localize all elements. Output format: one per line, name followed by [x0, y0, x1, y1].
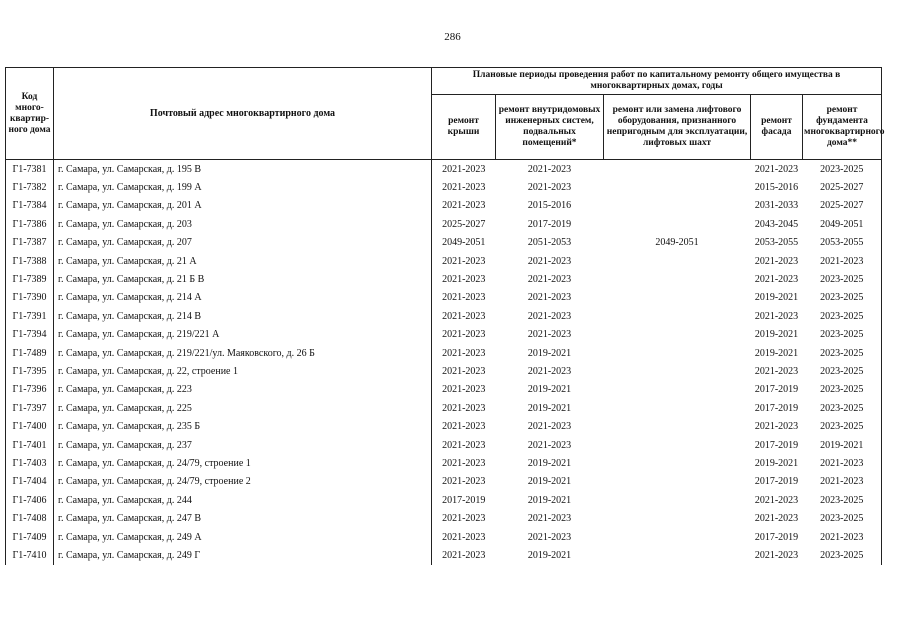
cell-foundation: 2023-2025 — [803, 326, 882, 344]
cell-roof: 2021-2023 — [442, 329, 486, 341]
cell-elevator — [604, 178, 751, 196]
cell-systems: 2021-2023 — [527, 329, 572, 341]
header-address: Почтовый адрес многоквартирного дома — [54, 68, 432, 160]
header-roof: ремонт крыши — [432, 95, 496, 160]
cell-roof: 2021-2023 — [442, 200, 486, 212]
cell-systems: 2021-2023 — [527, 274, 572, 286]
cell-elevator — [604, 289, 751, 307]
cell-code: Г1-7390 — [6, 289, 54, 307]
table-row — [6, 417, 882, 435]
cell-address: г. Самара, ул. Самарская, д. 249 А — [54, 528, 432, 546]
cell-roof: 2025-2027 — [442, 218, 486, 230]
cell-elevator — [604, 381, 751, 399]
cell-address: г. Самара, ул. Самарская, д. 201 А — [54, 197, 432, 215]
table-row — [6, 270, 882, 288]
table-row — [6, 491, 882, 509]
cell-elevator — [604, 399, 751, 417]
table-row — [6, 160, 882, 179]
cell-elevator: 2049-2051 — [655, 237, 699, 249]
cell-foundation: 2023-2025 — [803, 546, 882, 564]
cell-code: Г1-7387 — [6, 234, 54, 252]
cell-code: Г1-7396 — [6, 381, 54, 399]
cell-roof: 2021-2023 — [442, 365, 486, 377]
cell-elevator — [604, 215, 751, 233]
cell-elevator — [604, 197, 751, 215]
cell-foundation: 2023-2025 — [803, 160, 882, 179]
cell-foundation: 2023-2025 — [803, 381, 882, 399]
cell-code: Г1-7384 — [6, 197, 54, 215]
cell-roof: 2021-2023 — [442, 439, 486, 451]
cell-code: Г1-7386 — [6, 215, 54, 233]
cell-elevator — [604, 473, 751, 491]
cell-address: г. Самара, ул. Самарская, д. 207 — [54, 234, 432, 252]
cell-elevator — [604, 454, 751, 472]
header-foundation: ремонт фундамента многоквартирного дома** — [803, 95, 882, 160]
cell-systems: 2021-2023 — [527, 292, 572, 304]
cell-foundation: 2023-2025 — [803, 362, 882, 380]
cell-facade: 2021-2023 — [754, 163, 799, 175]
cell-code: Г1-7388 — [6, 252, 54, 270]
cell-elevator — [604, 362, 751, 380]
cell-systems: 2015-2016 — [527, 200, 572, 212]
cell-systems: 2017-2019 — [527, 218, 572, 230]
cell-roof: 2021-2023 — [442, 274, 486, 286]
cell-systems: 2021-2023 — [527, 365, 572, 377]
cell-systems: 2021-2023 — [527, 182, 572, 194]
table-body — [6, 160, 882, 565]
cell-address: г. Самара, ул. Самарская, д. 237 — [54, 436, 432, 454]
cell-address: г. Самара, ул. Самарская, д. 247 В — [54, 509, 432, 527]
cell-address: г. Самара, ул. Самарская, д. 225 — [54, 399, 432, 417]
cell-systems: 2019-2021 — [527, 347, 572, 359]
cell-systems: 2051-2053 — [527, 237, 572, 249]
cell-foundation: 2023-2025 — [803, 399, 882, 417]
cell-code: Г1-7382 — [6, 178, 54, 196]
cell-foundation: 2053-2055 — [803, 234, 882, 252]
cell-address: г. Самара, ул. Самарская, д. 195 В — [54, 160, 432, 179]
header-code: Код много-квартир-ного дома — [6, 68, 54, 160]
page-number: 286 — [444, 31, 461, 43]
cell-systems: 2021-2023 — [527, 513, 572, 525]
cell-address: г. Самара, ул. Самарская, д. 219/221 А — [54, 326, 432, 344]
cell-roof: 2021-2023 — [442, 476, 486, 488]
cell-code: Г1-7409 — [6, 528, 54, 546]
cell-elevator — [604, 417, 751, 435]
table-row — [6, 289, 882, 307]
cell-code: Г1-7410 — [6, 546, 54, 564]
cell-elevator — [604, 546, 751, 564]
table-row — [6, 381, 882, 399]
cell-roof: 2021-2023 — [442, 347, 486, 359]
cell-address: г. Самара, ул. Самарская, д. 199 А — [54, 178, 432, 196]
cell-facade: 2021-2023 — [754, 494, 799, 506]
cell-roof: 2021-2023 — [442, 531, 486, 543]
cell-code: Г1-7403 — [6, 454, 54, 472]
cell-foundation: 2021-2023 — [803, 454, 882, 472]
cell-foundation: 2021-2023 — [803, 473, 882, 491]
cell-systems: 2019-2021 — [527, 457, 572, 469]
cell-foundation: 2025-2027 — [803, 197, 882, 215]
table-row — [6, 454, 882, 472]
cell-address: г. Самара, ул. Самарская, д. 22, строение 1 — [54, 362, 432, 380]
cell-roof: 2049-2051 — [442, 237, 486, 249]
table-row — [6, 307, 882, 325]
cell-address: г. Самара, ул. Самарская, д. 24/79, строение 2 — [54, 473, 432, 491]
cell-address: г. Самара, ул. Самарская, д. 249 Г — [54, 546, 432, 564]
repair-schedule-table — [5, 67, 885, 565]
table-row — [6, 399, 882, 417]
cell-facade: 2021-2023 — [754, 421, 799, 433]
cell-facade: 2015-2016 — [754, 182, 799, 194]
cell-facade: 2021-2023 — [754, 274, 799, 286]
table-row — [6, 473, 882, 491]
cell-systems: 2019-2021 — [527, 384, 572, 396]
cell-systems: 2021-2023 — [527, 439, 572, 451]
cell-elevator — [604, 326, 751, 344]
cell-roof: 2021-2023 — [442, 182, 486, 194]
cell-facade: 2019-2021 — [754, 457, 799, 469]
cell-address: г. Самара, ул. Самарская, д. 219/221/ул. Маяковского, д. 26 Б — [54, 344, 432, 362]
cell-facade: 2043-2045 — [754, 218, 799, 230]
cell-facade: 2021-2023 — [754, 310, 799, 322]
cell-address: г. Самара, ул. Самарская, д. 214 В — [54, 307, 432, 325]
cell-foundation: 2021-2023 — [803, 252, 882, 270]
cell-address: г. Самара, ул. Самарская, д. 223 — [54, 381, 432, 399]
cell-roof: 2021-2023 — [442, 255, 486, 267]
cell-systems: 2019-2021 — [527, 549, 572, 561]
cell-facade: 2019-2021 — [754, 329, 799, 341]
table-row — [6, 362, 882, 380]
cell-roof: 2021-2023 — [442, 457, 486, 469]
cell-roof: 2021-2023 — [442, 513, 486, 525]
cell-roof: 2021-2023 — [442, 549, 486, 561]
cell-roof: 2021-2023 — [442, 163, 486, 175]
cell-address: г. Самара, ул. Самарская, д. 24/79, строение 1 — [54, 454, 432, 472]
cell-facade: 2017-2019 — [754, 476, 799, 488]
header-elevator: ремонт или замена лифтового оборудования, признанного непригодным для эксплуатации, лифтовых шахт — [604, 95, 751, 160]
cell-roof: 2021-2023 — [442, 292, 486, 304]
cell-code: Г1-7389 — [6, 270, 54, 288]
cell-facade: 2053-2055 — [754, 237, 799, 249]
cell-code: Г1-7395 — [6, 362, 54, 380]
cell-address: г. Самара, ул. Самарская, д. 21 Б В — [54, 270, 432, 288]
cell-code: Г1-7394 — [6, 326, 54, 344]
cell-roof: 2017-2019 — [442, 494, 486, 506]
cell-facade: 2017-2019 — [754, 439, 799, 451]
table-row — [6, 546, 882, 564]
cell-elevator — [604, 270, 751, 288]
cell-facade: 2031-2033 — [754, 200, 799, 212]
table-row — [6, 436, 882, 454]
header-periods: Плановые периоды проведения работ по капитальному ремонту общего имущества в многоквартирных домах, годы — [432, 68, 882, 95]
cell-facade: 2021-2023 — [754, 255, 799, 267]
table-row — [6, 178, 882, 196]
cell-code: Г1-7397 — [6, 399, 54, 417]
cell-systems: 2019-2021 — [527, 402, 572, 414]
cell-roof: 2021-2023 — [442, 421, 486, 433]
cell-foundation: 2023-2025 — [803, 270, 882, 288]
cell-systems: 2021-2023 — [527, 421, 572, 433]
cell-address: г. Самара, ул. Самарская, д. 21 А — [54, 252, 432, 270]
cell-elevator — [604, 344, 751, 362]
cell-code: Г1-7404 — [6, 473, 54, 491]
table-row — [6, 234, 882, 252]
cell-elevator — [604, 509, 751, 527]
table-row — [6, 528, 882, 546]
cell-foundation: 2023-2025 — [803, 307, 882, 325]
cell-code: Г1-7408 — [6, 509, 54, 527]
cell-foundation: 2023-2025 — [803, 491, 882, 509]
cell-systems: 2021-2023 — [527, 163, 572, 175]
cell-systems: 2021-2023 — [527, 310, 572, 322]
cell-foundation: 2025-2027 — [803, 178, 882, 196]
cell-address: г. Самара, ул. Самарская, д. 203 — [54, 215, 432, 233]
cell-facade: 2017-2019 — [754, 384, 799, 396]
cell-code: Г1-7401 — [6, 436, 54, 454]
cell-facade: 2017-2019 — [754, 531, 799, 543]
cell-systems: 2021-2023 — [527, 255, 572, 267]
header-systems: ремонт внутридомовых инженерных систем, подвальных помещений* — [496, 95, 604, 160]
cell-foundation: 2023-2025 — [803, 289, 882, 307]
cell-foundation: 2021-2023 — [803, 528, 882, 546]
cell-roof: 2021-2023 — [442, 402, 486, 414]
cell-code: Г1-7406 — [6, 491, 54, 509]
cell-facade: 2021-2023 — [754, 513, 799, 525]
cell-address: г. Самара, ул. Самарская, д. 214 А — [54, 289, 432, 307]
cell-elevator — [604, 160, 751, 179]
cell-code: Г1-7381 — [6, 160, 54, 179]
cell-foundation: 2019-2021 — [803, 436, 882, 454]
table-row — [6, 215, 882, 233]
cell-elevator — [604, 307, 751, 325]
cell-roof: 2021-2023 — [442, 310, 486, 322]
table-row — [6, 326, 882, 344]
cell-facade: 2021-2023 — [754, 365, 799, 377]
cell-address: г. Самара, ул. Самарская, д. 235 Б — [54, 417, 432, 435]
table-row — [6, 252, 882, 270]
cell-foundation: 2049-2051 — [803, 215, 882, 233]
cell-address: г. Самара, ул. Самарская, д. 244 — [54, 491, 432, 509]
cell-code: Г1-7489 — [6, 344, 54, 362]
cell-foundation: 2023-2025 — [803, 417, 882, 435]
cell-systems: 2019-2021 — [527, 476, 572, 488]
header-facade: ремонт фасада — [751, 95, 803, 160]
table-row — [6, 344, 882, 362]
cell-facade: 2021-2023 — [754, 549, 799, 561]
cell-code: Г1-7400 — [6, 417, 54, 435]
cell-systems: 2021-2023 — [527, 531, 572, 543]
cell-foundation: 2023-2025 — [803, 509, 882, 527]
cell-facade: 2017-2019 — [754, 402, 799, 414]
cell-systems: 2019-2021 — [527, 494, 572, 506]
table-row — [6, 509, 882, 527]
table-row — [6, 197, 882, 215]
cell-roof: 2021-2023 — [442, 384, 486, 396]
cell-elevator — [604, 252, 751, 270]
cell-elevator — [604, 436, 751, 454]
cell-elevator — [604, 491, 751, 509]
cell-code: Г1-7391 — [6, 307, 54, 325]
cell-foundation: 2023-2025 — [803, 344, 882, 362]
cell-facade: 2019-2021 — [754, 347, 799, 359]
cell-facade: 2019-2021 — [754, 292, 799, 304]
cell-elevator — [604, 528, 751, 546]
